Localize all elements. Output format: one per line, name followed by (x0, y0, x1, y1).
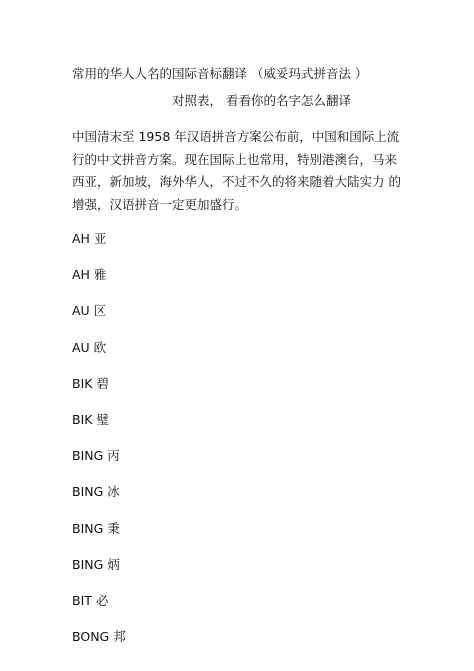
list-item: BIK 璧 (72, 411, 109, 427)
list-item: AU 区 (72, 303, 107, 319)
list-item: AU 欧 (72, 339, 107, 355)
intro-line: 增强，汉语拼音一定更加盛行。 (72, 196, 248, 212)
document-title: 常用的华人人名的国际音标翻译 （威妥玛式拼音法 ） (72, 66, 368, 81)
list-item: BIT 必 (72, 592, 109, 608)
intro-line: 西亚，新加坡，海外华人，不过不久的将来随着大陆实力 的 (72, 174, 401, 190)
list-item: BONG 邦 (72, 629, 126, 645)
list-item: BING 丙 (72, 448, 120, 464)
document-subtitle: 对照表， 看看你的名字怎么翻译 (172, 93, 351, 108)
intro-line: 行的中文拼音方案。现在国际上也常用，特别港澳台，马来 (72, 151, 398, 167)
list-item: AH 亚 (72, 231, 107, 246)
list-item: BING 炳 (72, 556, 120, 572)
intro-paragraph (72, 126, 412, 216)
list-item: AH 雅 (72, 267, 107, 283)
list-item: BING 冰 (72, 484, 120, 500)
intro-line: 中国清末至 1958 年汉语拼音方案公布前，中国和国际上流 (72, 129, 400, 144)
name-list (72, 221, 126, 655)
list-item: BING 秉 (72, 520, 120, 536)
list-item: BIK 碧 (72, 375, 109, 391)
